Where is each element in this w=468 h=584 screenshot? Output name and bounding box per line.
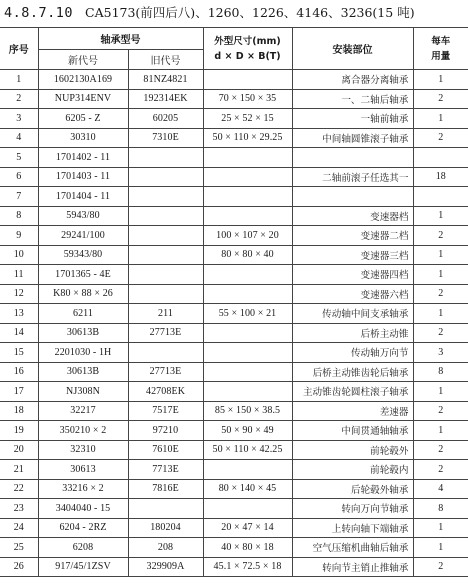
header-dimensions [203,28,292,70]
cell-old-code [128,167,203,187]
table-row [0,421,468,441]
cell-dimensions [203,187,292,207]
table-row [0,343,468,363]
cell-quantity: 3 [413,343,468,363]
cell-seq: 24 [0,518,38,538]
cell-seq: 11 [0,265,38,285]
cell-seq: 3 [0,109,38,129]
cell-dimensions: 85 × 150 × 38.5 [203,401,292,421]
cell-seq: 9 [0,226,38,246]
cell-quantity: 1 [413,265,468,285]
table-row [0,304,468,324]
cell-position: 后桥主动锥 [292,323,413,343]
table-row [0,460,468,480]
cell-dimensions [203,148,292,168]
cell-new-code: 30613B [38,362,128,382]
cell-dimensions [203,499,292,519]
bearing-table [0,27,468,577]
table-row [0,479,468,499]
header-dimensions-line1: 外型尺寸(mm) [214,35,281,47]
cell-new-code: 32217 [38,401,128,421]
cell-position: 转向万向节轴承 [292,499,413,519]
cell-dimensions [203,284,292,304]
table-row [0,538,468,558]
cell-new-code: 3404040 - 15 [38,499,128,519]
cell-new-code: 917/45/1ZSV [38,557,128,577]
cell-new-code: 6205 - Z [38,109,128,129]
cell-seq: 26 [0,557,38,577]
cell-seq: 12 [0,284,38,304]
cell-new-code: 30310 [38,128,128,148]
cell-new-code: 33216 × 2 [38,479,128,499]
cell-old-code [128,206,203,226]
cell-seq: 5 [0,148,38,168]
header-new-code: 新代号 [38,50,128,70]
cell-seq: 1 [0,70,38,90]
cell-dimensions [203,70,292,90]
cell-old-code [128,245,203,265]
cell-new-code: 1701365 - 4E [38,265,128,285]
table-row [0,557,468,577]
table-row [0,187,468,207]
cell-old-code [128,187,203,207]
cell-quantity: 2 [413,128,468,148]
cell-position: 后轮毂外轴承 [292,479,413,499]
cell-seq: 21 [0,460,38,480]
cell-position: 变速器档 [292,206,413,226]
cell-new-code: 30613 [38,460,128,480]
table-row [0,128,468,148]
cell-old-code: 97210 [128,421,203,441]
cell-quantity: 2 [413,226,468,246]
cell-position: 一、二轴后轴承 [292,89,413,109]
cell-dimensions [203,382,292,402]
cell-quantity: 2 [413,440,468,460]
cell-seq: 15 [0,343,38,363]
cell-quantity: 2 [413,89,468,109]
cell-seq: 22 [0,479,38,499]
section-heading [4,3,464,23]
cell-seq: 10 [0,245,38,265]
cell-position: 主动锥齿轮圆柱滚子轴承 [292,382,413,402]
table-row [0,245,468,265]
cell-new-code: 6211 [38,304,128,324]
table-row [0,401,468,421]
cell-quantity: 8 [413,362,468,382]
cell-new-code: 1602130A169 [38,70,128,90]
cell-seq: 19 [0,421,38,441]
cell-quantity: 2 [413,557,468,577]
cell-old-code: 42708EK [128,382,203,402]
cell-position: 一轴前轴承 [292,109,413,129]
cell-dimensions [203,460,292,480]
cell-position: 前轮毂外 [292,440,413,460]
cell-position: 中间轴圆锥滚子轴承 [292,128,413,148]
cell-old-code: 7517E [128,401,203,421]
header-quantity [413,28,468,70]
cell-seq: 4 [0,128,38,148]
cell-dimensions [203,265,292,285]
cell-position: 前轮毂内 [292,460,413,480]
cell-quantity: 4 [413,479,468,499]
cell-quantity: 2 [413,401,468,421]
cell-new-code: NJ308N [38,382,128,402]
cell-old-code: 7610E [128,440,203,460]
cell-dimensions: 25 × 52 × 15 [203,109,292,129]
cell-new-code: 1701402 - 11 [38,148,128,168]
cell-position: 后桥主动锥齿轮后轴承 [292,362,413,382]
cell-position: 传动轴中间支承轴承 [292,304,413,324]
cell-quantity: 1 [413,421,468,441]
cell-new-code: 59343/80 [38,245,128,265]
cell-quantity: 1 [413,206,468,226]
cell-seq: 6 [0,167,38,187]
cell-old-code [128,226,203,246]
cell-position: 变速器六档 [292,284,413,304]
cell-dimensions [203,343,292,363]
cell-seq: 8 [0,206,38,226]
cell-seq: 17 [0,382,38,402]
table-body [0,70,468,577]
table-row [0,323,468,343]
cell-position: 中间贯通轴轴承 [292,421,413,441]
header-bearing-model: 轴承型号 [38,28,203,50]
cell-quantity: 2 [413,284,468,304]
cell-old-code [128,265,203,285]
table-row [0,109,468,129]
cell-quantity: 1 [413,518,468,538]
table-row [0,167,468,187]
cell-dimensions: 40 × 80 × 18 [203,538,292,558]
cell-position: 变速器二档 [292,226,413,246]
cell-dimensions [203,323,292,343]
table-row [0,284,468,304]
cell-old-code: 180204 [128,518,203,538]
cell-position: 空气压缩机曲轴后轴承 [292,538,413,558]
cell-dimensions [203,206,292,226]
cell-dimensions: 55 × 100 × 21 [203,304,292,324]
cell-old-code [128,499,203,519]
header-quantity-line2: 用量 [431,50,451,62]
cell-seq: 2 [0,89,38,109]
cell-quantity: 2 [413,323,468,343]
cell-old-code: 27713E [128,362,203,382]
cell-position: 上转向轴下端轴承 [292,518,413,538]
cell-dimensions [203,167,292,187]
cell-dimensions [203,362,292,382]
table-row [0,206,468,226]
cell-seq: 23 [0,499,38,519]
cell-quantity: 1 [413,245,468,265]
header-old-code: 旧代号 [128,50,203,70]
cell-position [292,148,413,168]
cell-new-code: 6204 - 2RZ [38,518,128,538]
section-number: 4.8.7.10 [4,5,74,21]
cell-position: 二轴前滚子任选其一 [292,167,413,187]
cell-dimensions: 50 × 90 × 49 [203,421,292,441]
cell-dimensions: 20 × 47 × 14 [203,518,292,538]
cell-quantity: 1 [413,304,468,324]
cell-new-code: 6208 [38,538,128,558]
cell-new-code: 5943/80 [38,206,128,226]
cell-old-code: 7713E [128,460,203,480]
cell-old-code: 81NZ4821 [128,70,203,90]
cell-old-code [128,148,203,168]
header-dimensions-line2: d × D × B(T) [214,50,281,62]
cell-dimensions: 50 × 110 × 29.25 [203,128,292,148]
cell-quantity: 1 [413,538,468,558]
table-row [0,499,468,519]
cell-dimensions: 80 × 140 × 45 [203,479,292,499]
cell-dimensions: 50 × 110 × 42.25 [203,440,292,460]
cell-new-code: 30613B [38,323,128,343]
cell-old-code: 7816E [128,479,203,499]
cell-new-code: K80 × 88 × 26 [38,284,128,304]
cell-seq: 7 [0,187,38,207]
cell-position: 传动轴万向节 [292,343,413,363]
cell-quantity: 2 [413,460,468,480]
section-title: CA5173(前四后八)、1260、1226、4146、3236(15 吨) [85,5,415,20]
cell-new-code: 29241/100 [38,226,128,246]
cell-seq: 16 [0,362,38,382]
cell-old-code: 208 [128,538,203,558]
cell-seq: 18 [0,401,38,421]
cell-new-code: 350210 × 2 [38,421,128,441]
cell-quantity: 1 [413,70,468,90]
cell-position: 差速器 [292,401,413,421]
cell-dimensions: 45.1 × 72.5 × 18 [203,557,292,577]
cell-old-code [128,284,203,304]
header-row [0,28,468,50]
cell-position: 离合器分离轴承 [292,70,413,90]
table-row [0,362,468,382]
cell-position [292,187,413,207]
cell-quantity: 8 [413,499,468,519]
cell-seq: 25 [0,538,38,558]
cell-new-code: 1701403 - 11 [38,167,128,187]
cell-position: 转向节主销止推轴承 [292,557,413,577]
table-row [0,518,468,538]
cell-seq: 13 [0,304,38,324]
cell-position: 变速器三档 [292,245,413,265]
table-row [0,226,468,246]
cell-old-code [128,343,203,363]
table-row [0,440,468,460]
cell-new-code: 2201030 - 1H [38,343,128,363]
cell-quantity [413,187,468,207]
cell-quantity: 1 [413,109,468,129]
cell-new-code: NUP314ENV [38,89,128,109]
cell-quantity [413,148,468,168]
table-row [0,382,468,402]
cell-seq: 14 [0,323,38,343]
table-row [0,148,468,168]
cell-quantity: 18 [413,167,468,187]
table-row [0,89,468,109]
cell-old-code: 7310E [128,128,203,148]
header-seq: 序号 [0,28,38,70]
cell-old-code: 329909A [128,557,203,577]
cell-position: 变速器四档 [292,265,413,285]
cell-dimensions: 80 × 80 × 40 [203,245,292,265]
cell-seq: 20 [0,440,38,460]
cell-new-code: 1701404 - 11 [38,187,128,207]
header-quantity-line1: 每车 [431,35,451,47]
cell-dimensions: 100 × 107 × 20 [203,226,292,246]
cell-dimensions: 70 × 150 × 35 [203,89,292,109]
cell-quantity: 1 [413,382,468,402]
cell-old-code: 27713E [128,323,203,343]
cell-old-code: 60205 [128,109,203,129]
cell-old-code: 192314EK [128,89,203,109]
table-row [0,70,468,90]
cell-old-code: 211 [128,304,203,324]
header-position: 安装部位 [292,28,413,70]
table-row [0,265,468,285]
cell-new-code: 32310 [38,440,128,460]
